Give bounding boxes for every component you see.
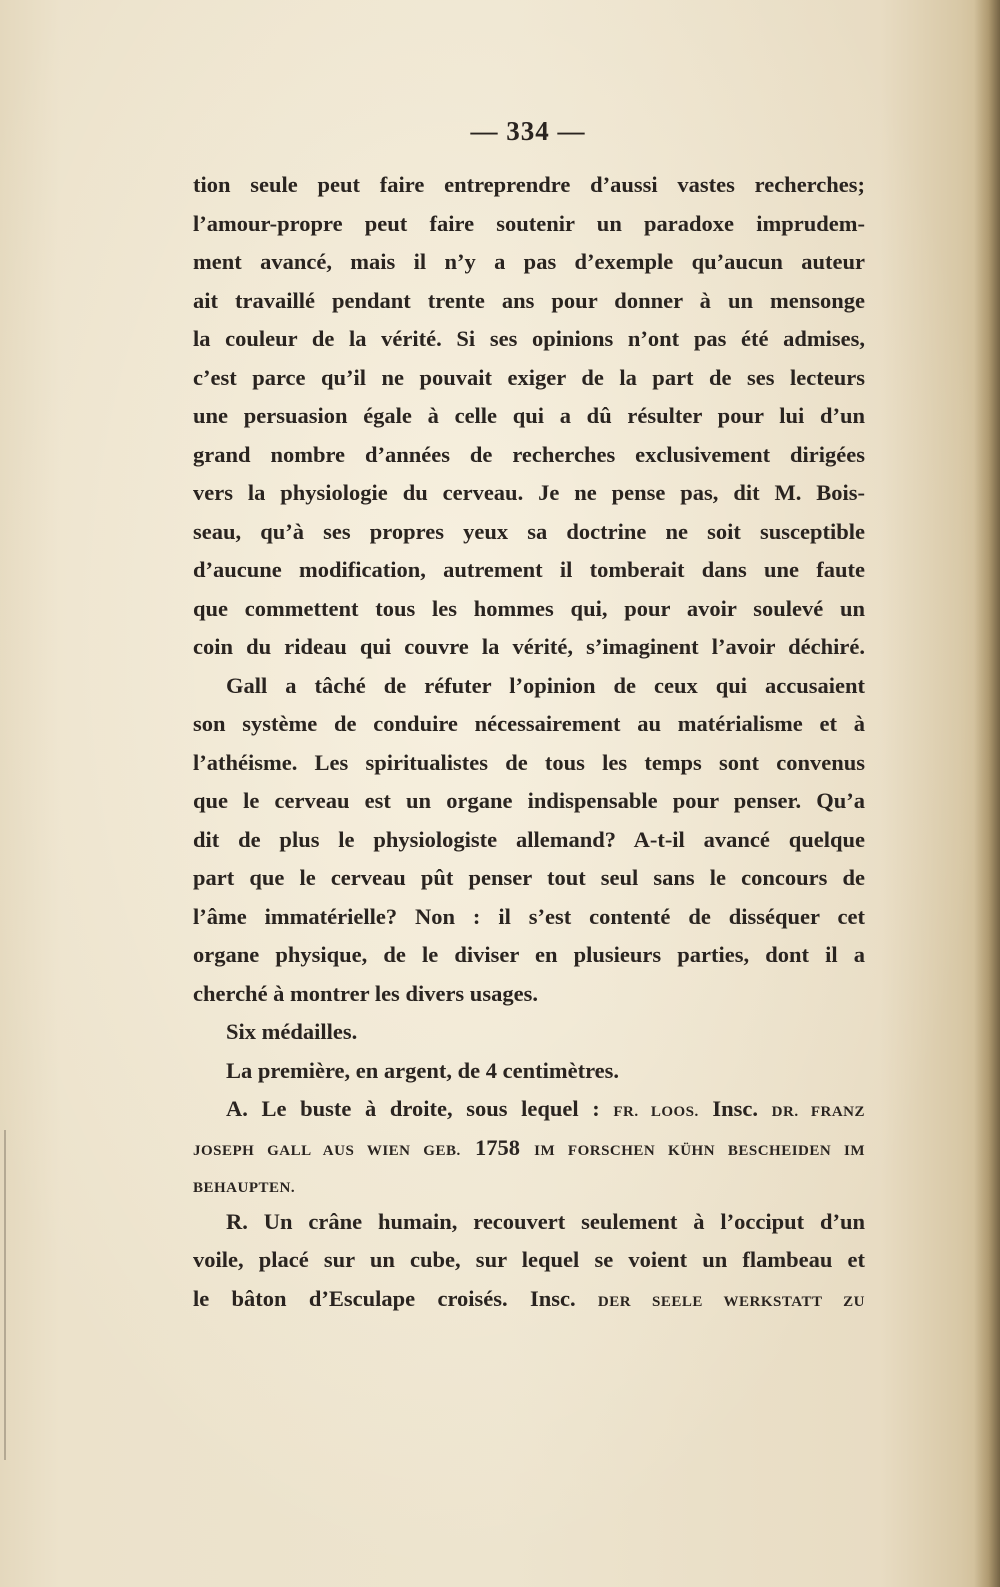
medal-inscription: BEHAUPTEN. — [193, 1179, 296, 1196]
text-line: La première, en argent, de 4 centimètres. — [226, 1057, 620, 1083]
text-line: cherché à montrer les divers usages. — [193, 980, 538, 1006]
text-line: c’est parce qu’il ne pouvait exiger de la part de ses lecteurs — [193, 364, 865, 390]
medal-b-line: R. Un crâne humain, recouvert seulement à l’occiput d’un — [226, 1208, 865, 1234]
text-line: seau, qu’à ses propres yeux sa doctrine ne soit susceptible — [193, 518, 865, 544]
text-line: ait travaillé pendant trente ans pour donner à un mensonge — [193, 287, 865, 313]
text-line: ment avancé, mais il n’y a pas d’exemple qu’aucun auteur — [193, 249, 865, 274]
text-line: une persuasion égale à celle qui a dû résulter pour lui d’un — [193, 403, 865, 428]
medal-inscription: DER SEELE WERKSTATT ZU — [597, 1293, 865, 1310]
text-line: la couleur de la vérité. Si ses opinions n’ont pas été admises, — [193, 326, 865, 351]
insc-label: Insc. — [712, 1096, 759, 1121]
medal-inscription: DR. FRANZ — [771, 1104, 865, 1120]
text-line: que le cerveau est un organe indispensable pour penser. Qu’a — [193, 788, 865, 813]
text-line: coin du rideau qui couvre la vérité, s’imaginent l’avoir déchiré. — [193, 634, 865, 659]
text-line: vers la physiologie du cerveau. Je ne pense pas, dit M. Bois- — [193, 480, 865, 505]
medal-inscription: IM FORSCHEN KÜHN BESCHEIDEN IM — [534, 1142, 865, 1159]
medal-a-line — [193, 1129, 865, 1166]
text-line: tion seule peut faire entreprendre d’aussi vastes recherches; — [193, 172, 865, 197]
text-line: dit de plus le physiologiste allemand? A-t-il avancé quelque — [193, 826, 865, 852]
text-line: l’âme immatérielle? Non : il s’est contenté de disséquer cet — [193, 903, 865, 929]
text-line: l’athéisme. Les spiritualistes de tous les temps sont convenus — [193, 749, 865, 775]
medal-a-line — [193, 1090, 865, 1129]
engraver-inscription: FR. LOOS. — [613, 1104, 699, 1120]
text-line: Gall a tâché de réfuter l’opinion de ceux qui accusaient — [226, 672, 865, 698]
medal-year: 1758 — [474, 1134, 520, 1160]
medal-a-line — [193, 1166, 865, 1203]
medal-inscription: JOSEPH GALL AUS WIEN GEB. — [193, 1142, 461, 1159]
text-line: d’aucune modification, autrement il tomberait dans une faute — [193, 557, 865, 582]
text-line: Six médailles. — [226, 1019, 358, 1044]
text-line: grand nombre d’années de recherches exclusivement dirigées — [193, 441, 865, 467]
text-line: que commettent tous les hommes qui, pour avoir soulevé un — [193, 595, 865, 621]
medal-b-line — [193, 1280, 865, 1319]
medal-b-text: le bâton d’Esculape croisés. Insc. — [193, 1285, 576, 1311]
page-number: — 334 — — [470, 116, 586, 146]
medal-b-line: voile, placé sur un cube, sur lequel se voient un flambeau et — [193, 1247, 865, 1272]
text-line: l’amour-propre peut faire soutenir un paradoxe imprudem- — [193, 210, 865, 236]
text-line: part que le cerveau pût penser tout seul sans le concours de — [193, 865, 865, 890]
page-edge-line — [4, 1130, 6, 1460]
text-line: organe physique, de le diviser en plusieurs parties, dont il a — [193, 942, 865, 967]
body-text — [193, 166, 865, 1318]
page-edge-shadow — [974, 0, 1000, 1587]
medal-a-text: A. Le buste à droite, sous lequel : — [226, 1096, 600, 1121]
text-line: son système de conduire nécessairement au matérialisme et à — [193, 711, 865, 736]
